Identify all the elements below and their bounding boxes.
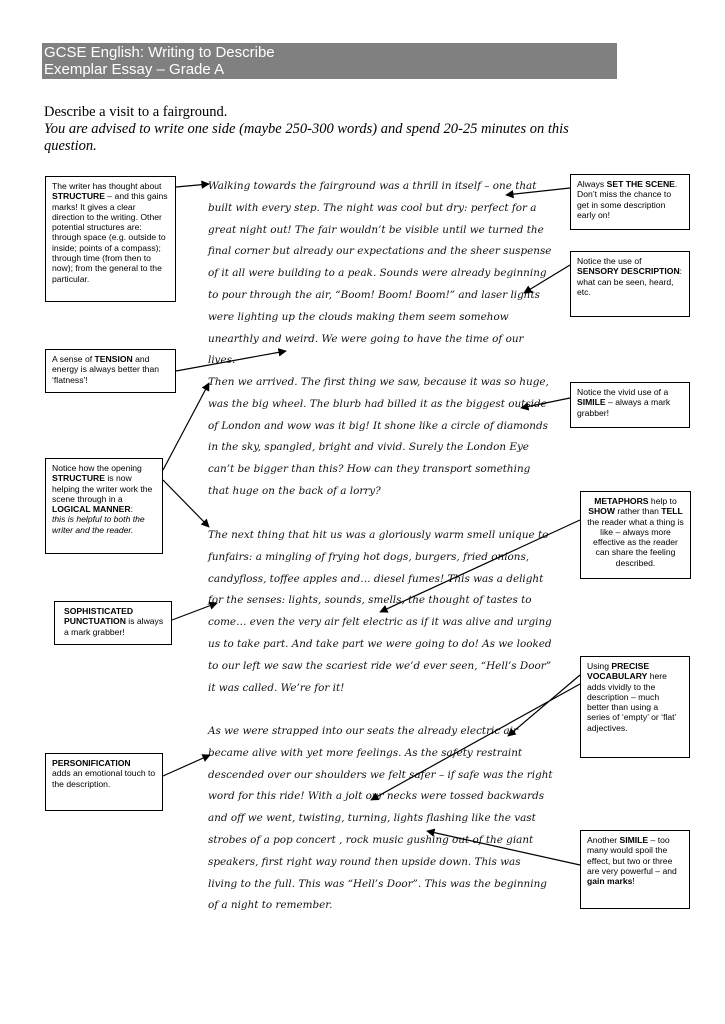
annotation-second-simile: Another SIMILE – too many would spoil the effect, but two or three are very powerful – and gain marks! <box>580 830 690 909</box>
essay-text: As we were strapped into our seats the already electric air became alive with yet more feelings. As the safety restraint descended over our shoulders we felt safer – if safe was the right word for this ride! With a jolt our necks were tossed backwards and off we went, twisting, turning, lights flashing like the vast strobes of a pop concert , rock music gushing out of the giant speakers, first right way round then upside down. This was living to the full. This was “Hell’s Door”. This was the beginning of a night to remember. <box>208 725 553 912</box>
essay-paragraph-3 <box>208 525 553 699</box>
task-advice: You are advised to write one side (maybe 250-300 words) and spend 20-25 minutes on this question. <box>44 121 569 154</box>
annotation-personification: PERSONIFICATION adds an emotional touch to the description. <box>45 753 163 811</box>
essay-text: Then we arrived. The first thing we saw, because it was so huge, was the big wheel. The blurb had billed it as the biggest outside of London and wow was it big! It shone like a circle of diamonds in the sky, spangled, bright and vivid. Surely the London Eye can’t be bigger than this? How can they transport something that huge on the back of a lorry? <box>208 376 549 497</box>
arrow-personification <box>163 755 210 776</box>
annotation-sensory-description: Notice the use of SENSORY DESCRIPTION: what can be seen, heard, etc. <box>570 251 690 317</box>
document-header <box>42 43 617 79</box>
annotation-structure: The writer has thought about STRUCTURE – and this gains marks! It gives a clear direction to the writing. Other potential structures are: through space (e.g. outside to inside; points of a compass); through time (from then to now); from the general to the particular. <box>45 176 176 302</box>
arrow-logical-up <box>163 383 209 470</box>
essay-paragraph-4 <box>208 721 553 917</box>
header-subtitle: Exemplar Essay – Grade A <box>44 61 225 78</box>
task-intro <box>44 104 624 155</box>
header-title: GCSE English: Writing to Describe <box>44 44 275 61</box>
essay-paragraph-2 <box>208 372 553 503</box>
annotation-precise-vocabulary: Using PRECISE VOCABULARY here adds vividly to the description – much better than using a series of ‘empty’ or ‘flat’ adjectives. <box>580 656 690 758</box>
arrow-logical-down <box>163 480 209 527</box>
annotation-metaphors: METAPHORS help to SHOW rather than TELL the reader what a thing is like – always more effective as the reader can share the feeling described. <box>580 491 691 579</box>
annotation-simile: Notice the vivid use of a SIMILE – always a mark grabber! <box>570 382 690 428</box>
essay-text: The next thing that hit us was a gloriously warm smell unique to funfairs: a mingling of frying hot dogs, burgers, fried onions, candyfloss, toffee apples and… diesel fumes! This was a delight for the senses: lights, sounds, smells, the thought of tastes to come… even the very air felt electric as if it was alive and urging us to take part. And take part we were going to do! As we looked to our left we saw the scariest ride we’d ever seen, “Hell’s Door” it was called. We’re for it! <box>208 529 552 694</box>
arrow-structure <box>176 184 209 187</box>
essay-text: Walking towards the fairground was a thrill in itself – one that built with every step. The night was cool but dry: perfect for a great night out! The fair wouldn’t be visible until we turned the final corner but already our expectations and the sheer suspense of it all were building to a peak. Sounds were already beginning to pour through the air, “Boom! Boom! Boom!” and laser lights were lighting up the clouds making them seem somehow unearthly and weird. We were going to have the time of our lives. <box>208 180 552 367</box>
annotation-punctuation: SOPHISTICATED PUNCTUATION is always a mark grabber! <box>54 601 172 645</box>
essay-paragraph-1 <box>208 176 553 372</box>
task-statement: Describe a visit to a fairground. <box>44 104 228 120</box>
annotation-set-the-scene: Always SET THE SCENE. Don’t miss the chance to get in some description early on! <box>570 174 690 230</box>
annotation-logical-manner: Notice how the opening STRUCTURE is now helping the writer work the scene through in a LOGICAL MANNER: this is helpful to both the writer and the reader. <box>45 458 163 554</box>
annotation-tension: A sense of TENSION and energy is always better than ‘flatness’! <box>45 349 176 393</box>
